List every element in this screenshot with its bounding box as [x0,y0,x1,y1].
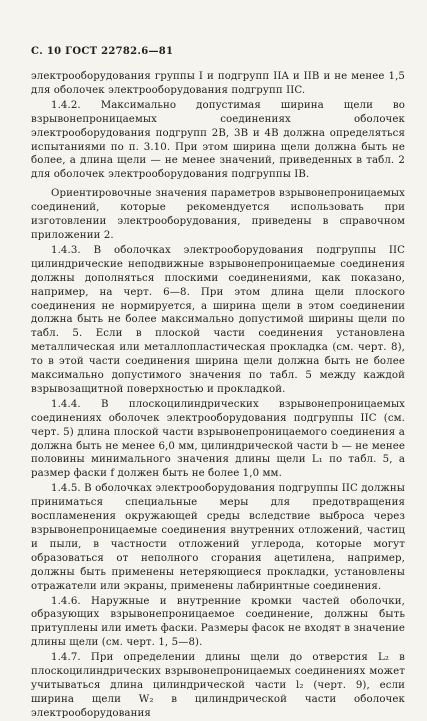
paragraph-1-4-2: 1.4.2. Максимально допустимая ширина щели во взрывонепроницаемых соединениях оболочек электрооборудования подгрупп 2B, 3B и 4B должна определяться испытаниями по п. 3.10. При этом ширина щели должна быть не более, а длина щели — не менее значений, приведенных в табл. 2 для оболочек электрооборудования подгруппы IB. [31,99,405,181]
paragraph-guidance: Ориентировочные значения параметров взрывонепроницаемых соединений, которые рекомендуется использовать при изготовлении электрооборудования, приведены в справочном приложении 2. [31,188,405,241]
paragraph-1-4-3: 1.4.3. В оболочках электрооборудования подгруппы IIC цилиндрические неподвижные взрывонепроницаемые соединения должны дополняться плоскими соединениями, как показано, например, на черт. 6—8. При этом длина щели плоского соединения не нормируется, а ширина щели в этом соединении должна быть не более максимально допустимой ширины щели по табл. 5. Если в плоской части соединения установлена металлическая или металлопластическая прокладка (см. черт. 8), то в этой части соединения ширина щели должна быть не более максимально допустимого значения по табл. 5 между каждой взрывозащитной поверхностью и прокладкой. [31,244,405,395]
paragraph-1-4-7: 1.4.7. При определении длины щели до отверстия L₂ в плоскоцилиндрических взрывонепроницаемых соединениях может учитываться длина цилиндрической части l₂ (черт. 9), если ширина щели W₂ в цилиндрической части оболочек электрооборудования [31,652,405,719]
paragraph-continuation: электрооборудования группы I и подгрупп IIA и IIB и не менее 1,5 для оболочек электрооборудования подгрупп IIC. [31,71,405,96]
paragraph-1-4-5: 1.4.5. В оболочках электрооборудования подгруппы IIC должны приниматься специальные меры для предотвращения воспламенения окружающей среды вследствие выброса через взрывонепроницаемые соединения внутренних отложений, частиц и пыли, в частности отложений углерода, которые могут образоваться от неполного сгорания ацетилена, например, должны быть применены нетеряющиеся прокладки, установлены отражатели или экраны, применены лабиринтные соединения. [31,483,405,592]
paragraph-1-4-4: 1.4.4. В плоскоцилиндрических взрывонепроницаемых соединениях оболочек электрооборудования подгруппы IIC (см. черт. 5) длина плоской части взрывонепроницаемого соединения a должна быть не менее 6,0 мм, цилиндрической части b — не менее половины минимального значения длины щели L₁ по табл. 5, а размер фаски f должен быть не более 1,0 мм. [31,398,405,480]
page-header: С. 10 ГОСТ 22782.6—81 [31,46,174,57]
paragraph-1-4-6: 1.4.6. Наружные и внутренние кромки частей оболочки, образующих взрывонепроницаемое соединение, должны быть притуплены или иметь фаски. Размеры фасок не входят в значение длины щели (см. черт. 1, 5—8). [31,595,406,649]
document-body [31,70,405,721]
